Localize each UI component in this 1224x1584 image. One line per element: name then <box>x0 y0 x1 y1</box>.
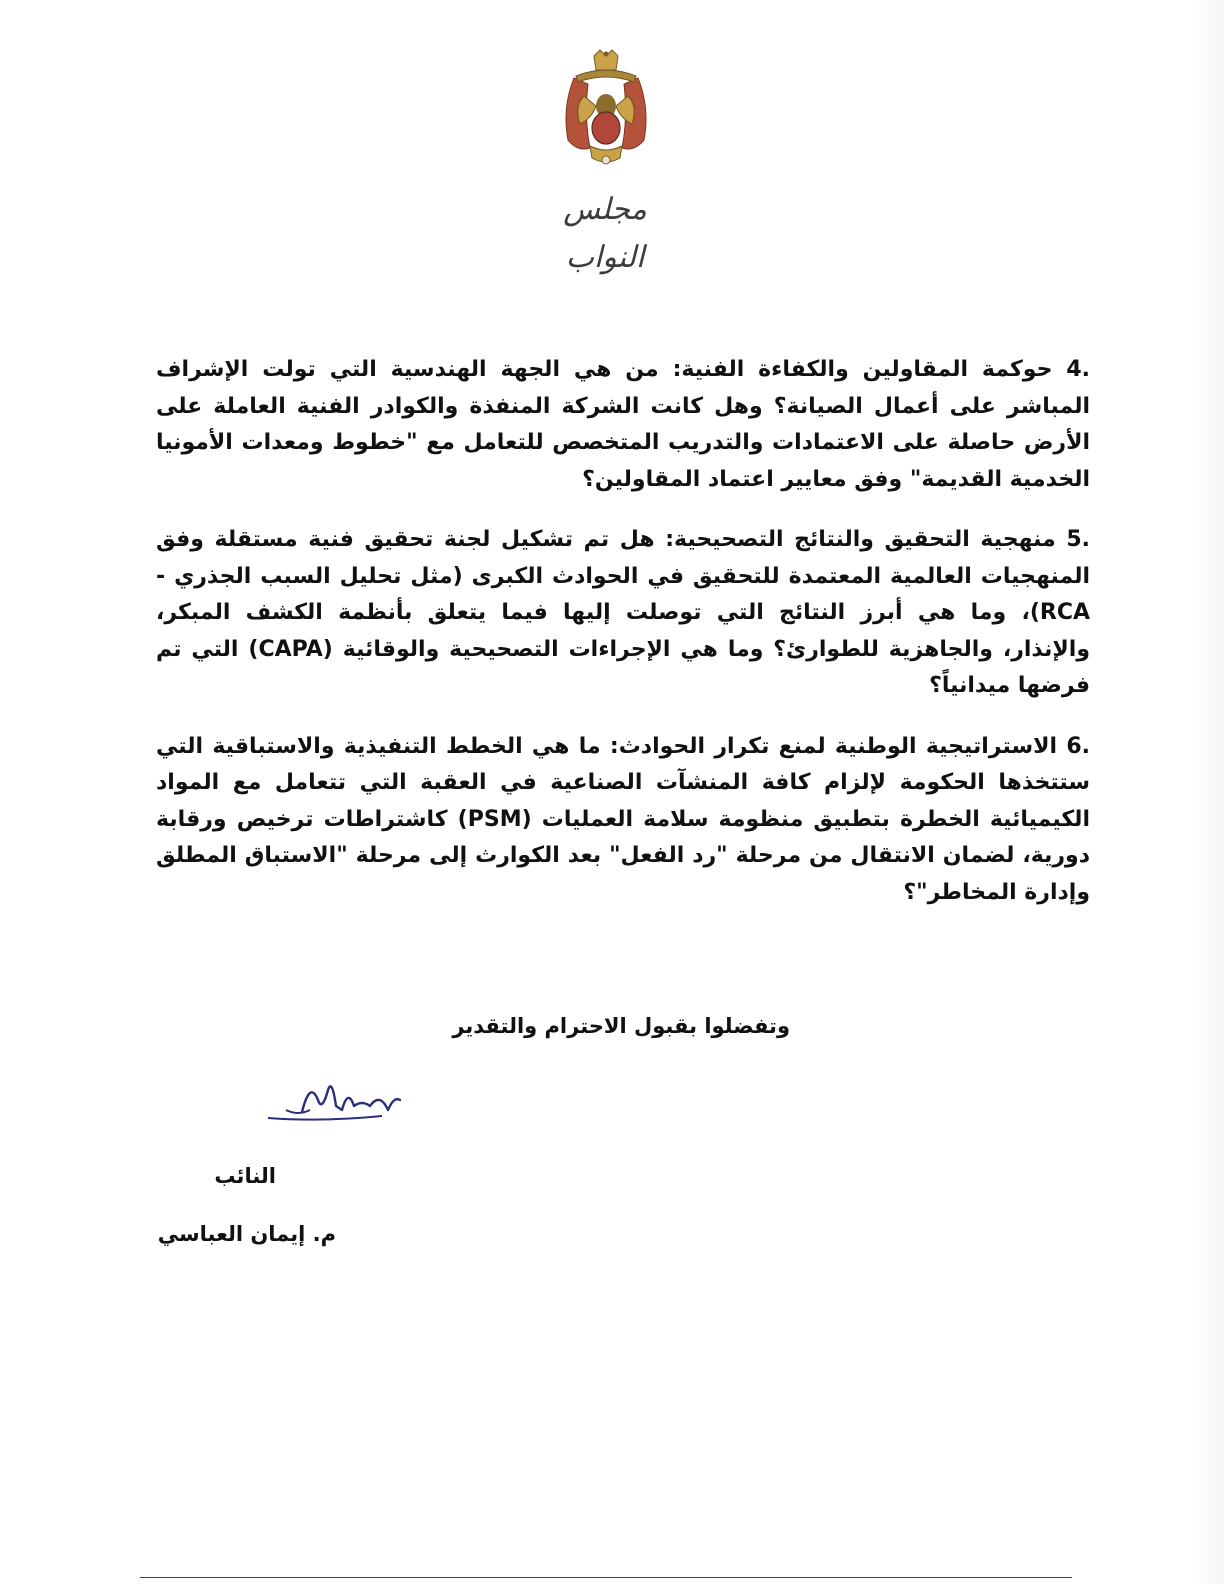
signatory-title: النائب <box>214 1164 276 1188</box>
question-title: منهجية التحقيق والنتائج التصحيحية: <box>665 527 1056 552</box>
question-title: حوكمة المقاولين والكفاءة الفنية: <box>672 357 1053 382</box>
question-number: 4. <box>1066 357 1090 382</box>
jordan-coat-of-arms-icon <box>554 48 658 170</box>
letter-body <box>156 352 1090 935</box>
question-item <box>156 352 1090 498</box>
footer-divider <box>140 1577 1072 1578</box>
question-item <box>156 522 1090 705</box>
question-number: 5. <box>1066 527 1090 552</box>
signatory-name: م. إيمان العباسي <box>157 1222 336 1246</box>
institution-name: مجلس النواب <box>563 192 647 275</box>
question-title: الاستراتيجية الوطنية لمنع تكرار الحوادث: <box>609 733 1058 759</box>
question-item <box>156 729 1090 912</box>
page-edge-shadow <box>1194 0 1224 1584</box>
signature-icon <box>262 1070 412 1134</box>
question-text: ما هي الخطط التنفيذية والاستباقية التي ستتخذها الحكومة لإلزام كافة المنشآت الصناعية في العقبة التي تتعامل مع المواد الكيميائية الخطرة بتطبيق منظومة سلامة العمليات (PSM) كاشتراطات ترخيص ورقابة دورية، لضمان الانتقال من مرحلة "رد الفعل" بعد الكوارث إلى مرحلة "الاستباق المطلق وإدارة المخاطر"؟ <box>156 733 1090 905</box>
question-text: من هي الجهة الهندسية التي تولت الإشراف المباشر على أعمال الصيانة؟ وهل كانت الشركة المنفذة والكوادر الفنية العاملة على الأرض حاصلة على الاعتمادات والتدريب المتخصص للتعامل مع "خطوط ومعدات الأمونيا الخدمية القديمة" وفق معايير اعتماد المقاولين؟ <box>156 357 1090 492</box>
closing-line: وتفضلوا بقبول الاحترام والتقدير <box>452 1014 790 1038</box>
question-text: هل تم تشكيل لجنة تحقيق فنية مستقلة وفق المنهجيات العالمية المعتمدة للتحقيق في الحوادث الكبرى (مثل تحليل السبب الجذري - RCA)، وما هي أبرز النتائج التي توصلت إليها فيما يتعلق بأنظمة الكشف المبكر، والإنذار، والجاهزية للطوارئ؟ وما هي الإجراءات التصحيحية والوقائية (CAPA) التي تم فرضها ميدانياً؟ <box>156 527 1090 698</box>
question-number: 6. <box>1066 733 1090 759</box>
